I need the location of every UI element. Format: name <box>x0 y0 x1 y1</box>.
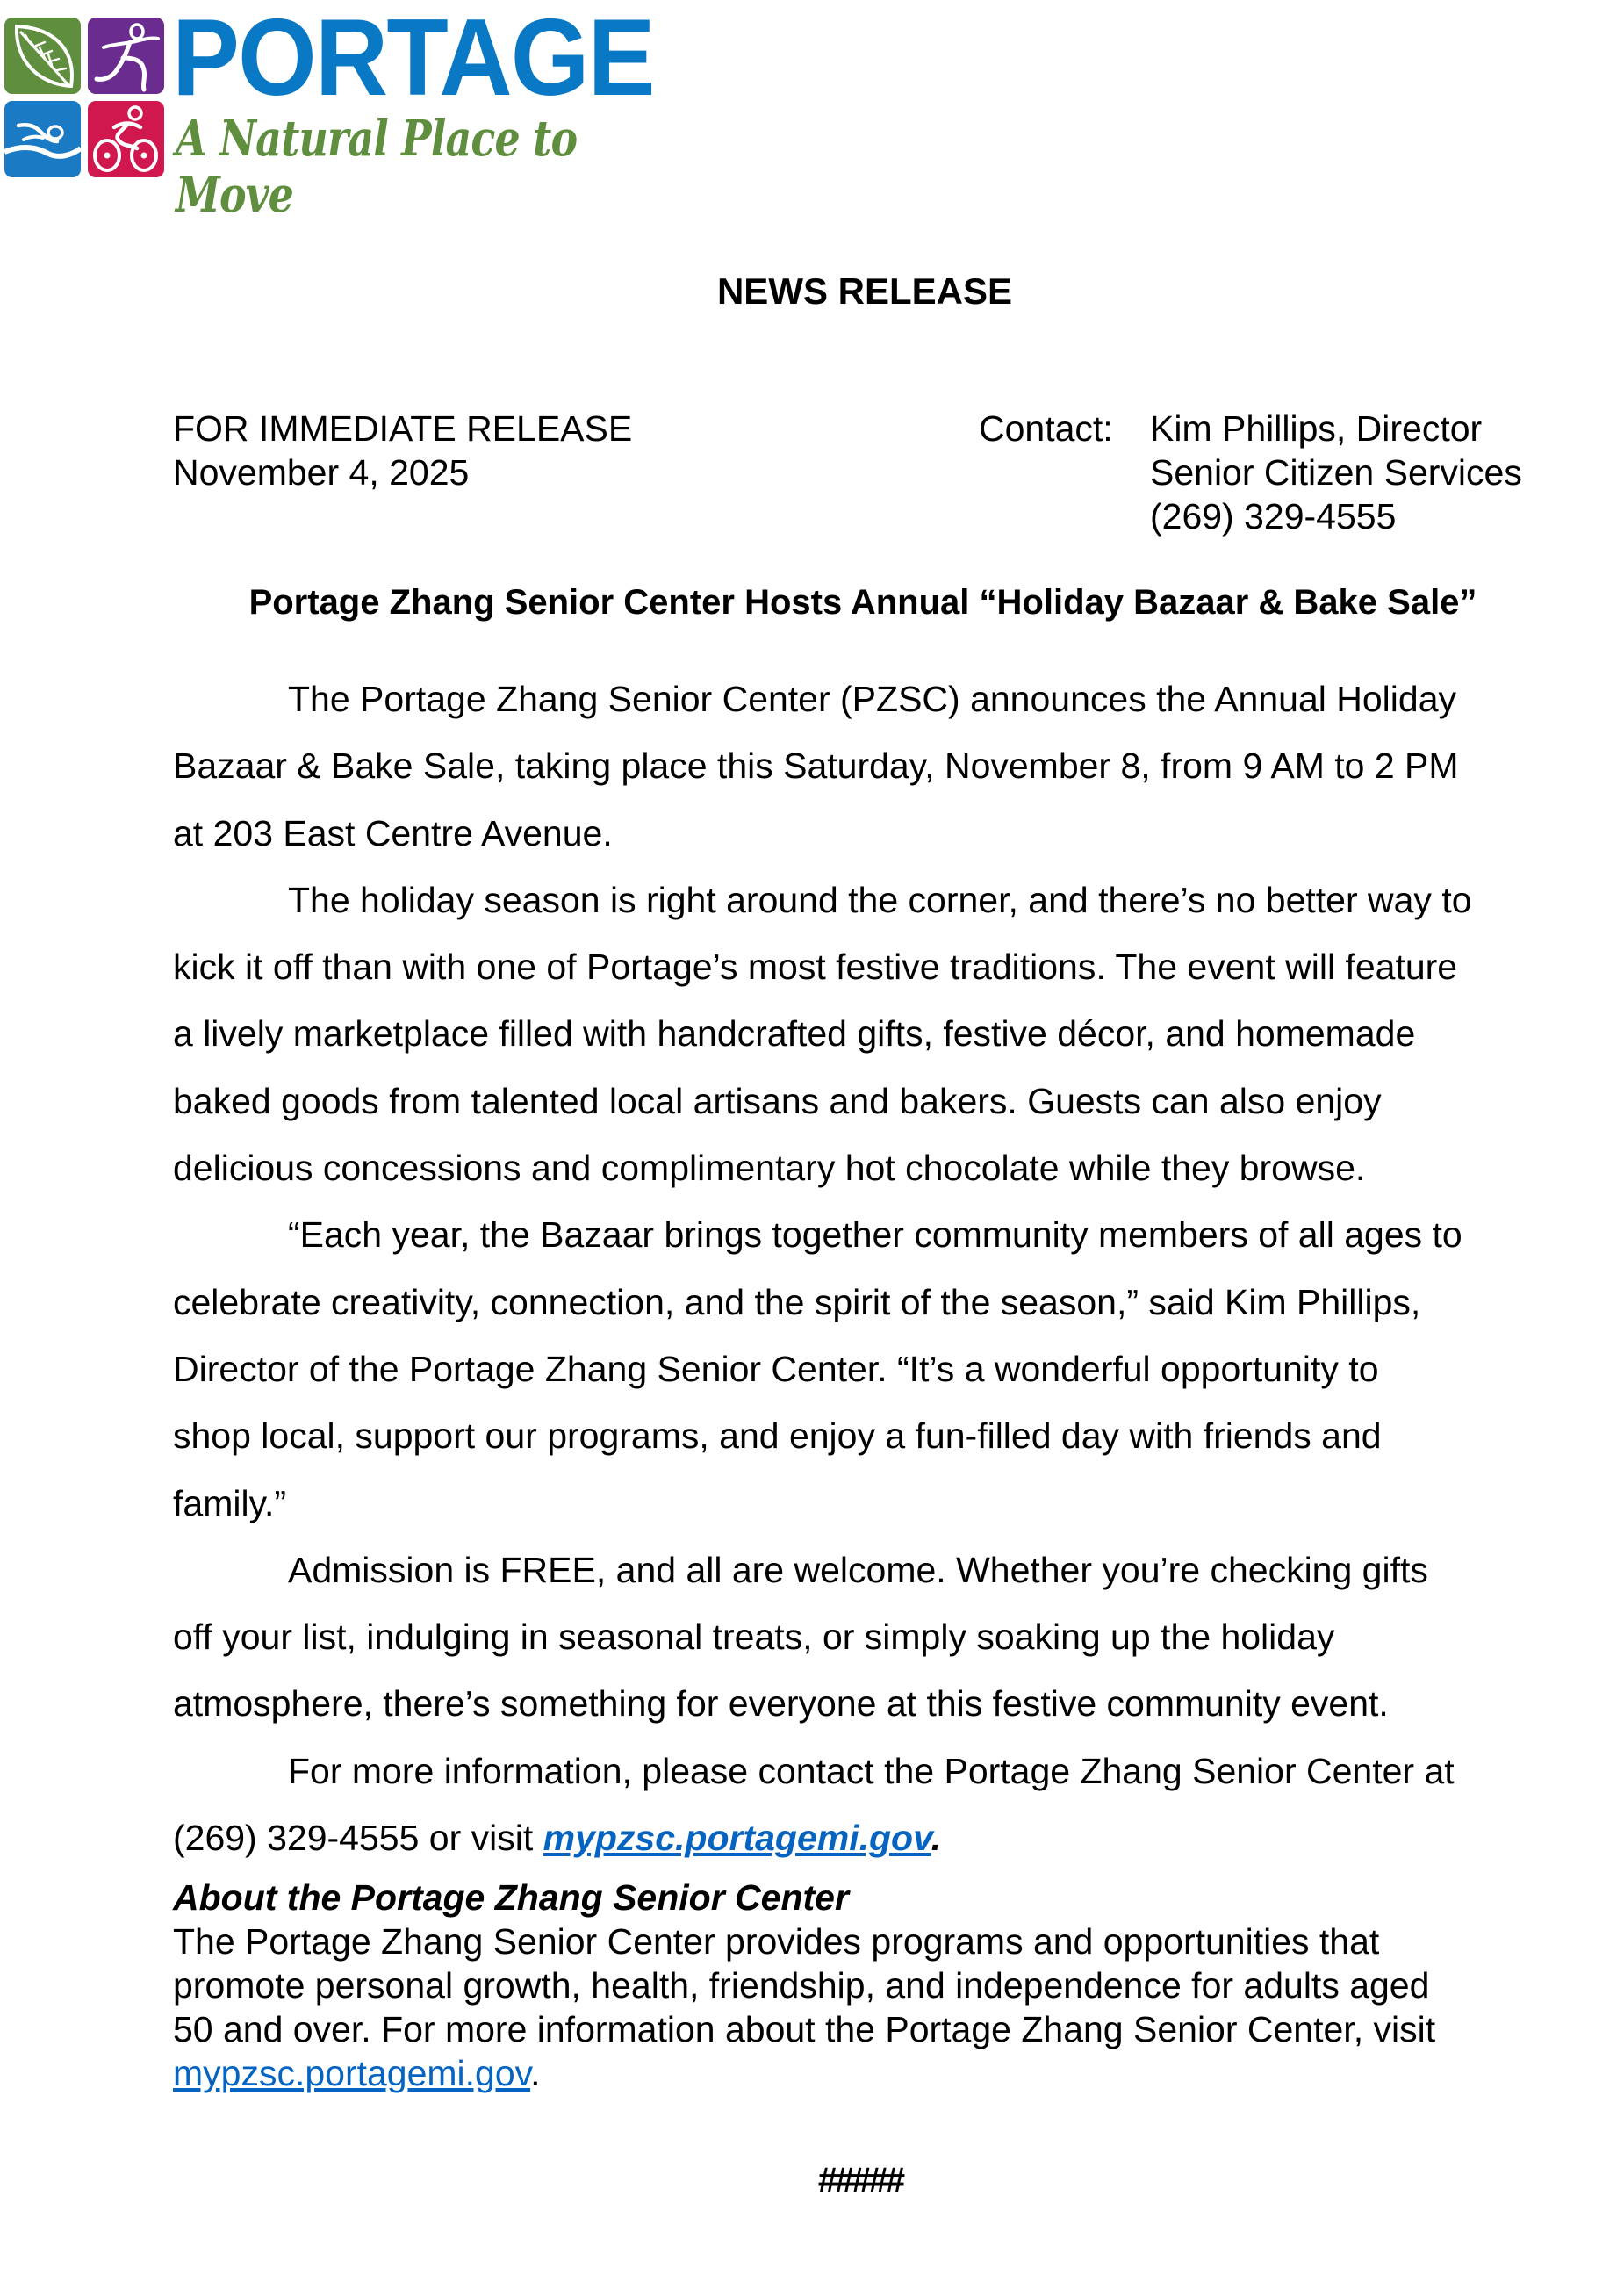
contact-name: Kim Phillips, Director <box>1150 408 1483 449</box>
text-line: celebrate creativity, connection, and the spirit of the season,” said Kim Phillips, <box>173 1281 1421 1322</box>
sentence-period: . <box>530 2053 541 2093</box>
text-line: family.” <box>173 1482 287 1523</box>
headline: Portage Zhang Senior Center Hosts Annual “Holiday Bazaar & Bake Sale” <box>248 583 1477 622</box>
contact-department: Senior Citizen Services <box>1150 452 1522 493</box>
text-line: For more information, please contact the Portage Zhang Senior Center at <box>288 1750 1455 1791</box>
phone-text: (269) 329-4555 or visit <box>173 1818 543 1859</box>
text-line: off your list, indulging in seasonal treats, or simply soaking up the holiday <box>173 1617 1335 1658</box>
contact-details <box>1150 407 1522 538</box>
text-line: 50 and over. For more information about the Portage Zhang Senior Center, visit <box>173 2009 1436 2049</box>
paragraph-1 <box>173 666 1595 867</box>
text-line: The Portage Zhang Senior Center (PZSC) announces the Annual Holiday <box>288 679 1456 719</box>
paragraph-3-quote <box>173 1201 1595 1536</box>
document-title: NEWS RELEASE <box>716 270 1013 312</box>
text-line: shop local, support our programs, and enjoy a fun-filled day with friends and <box>173 1415 1382 1457</box>
text-line: a lively marketplace filled with handcrafted gifts, festive décor, and homemade <box>173 1013 1416 1055</box>
cyclist-icon <box>88 101 164 177</box>
text-line: “Each year, the Bazaar brings together community members of all ages to <box>288 1214 1462 1256</box>
article-body <box>173 666 1595 1871</box>
sentence-period: . <box>931 1818 942 1859</box>
text-line <box>173 2051 1595 2095</box>
release-label: FOR IMMEDIATE RELEASE <box>173 408 633 449</box>
logo-wordmark: PORTAGE <box>172 0 654 119</box>
paragraph-2 <box>173 867 1595 1201</box>
leaf-icon <box>4 18 81 94</box>
release-date: November 4, 2025 <box>173 452 470 493</box>
end-of-release-mark: ##### <box>817 2161 903 2200</box>
contact-label: Contact: <box>979 408 1113 449</box>
text-line: Director of the Portage Zhang Senior Center. “It’s a wonderful opportunity to <box>173 1348 1379 1389</box>
paragraph-5-contact <box>173 1738 1595 1872</box>
text-line: The Portage Zhang Senior Center provides programs and opportunities that <box>173 1921 1380 1962</box>
portage-logo <box>0 0 685 224</box>
runner-icon <box>88 18 164 94</box>
text-line: at 203 East Centre Avenue. <box>173 812 613 853</box>
text-line: baked goods from talented local artisans and bakers. Guests can also enjoy <box>173 1080 1382 1121</box>
website-link[interactable]: mypzsc.portagemi.gov <box>543 1818 931 1859</box>
text-line: delicious concessions and complimentary hot chocolate while they browse. <box>173 1148 1366 1189</box>
text-line: kick it off than with one of Portage’s most festive traditions. The event will feature <box>173 947 1458 988</box>
logo-tagline: A Natural Place to Move <box>176 110 578 224</box>
paragraph-4 <box>173 1537 1595 1738</box>
text-line: The holiday season is right around the corner, and there’s no better way to <box>288 879 1472 920</box>
text-line <box>173 1804 1595 1871</box>
about-section <box>173 1876 1595 2095</box>
text-line: Bazaar & Bake Sale, taking place this Saturday, November 8, from 9 AM to 2 PM <box>173 745 1459 787</box>
text-line: Admission is FREE, and all are welcome. Whether you’re checking gifts <box>288 1549 1428 1590</box>
about-website-link[interactable]: mypzsc.portagemi.gov <box>173 2053 531 2093</box>
text-line: promote personal growth, health, friendship, and independence for adults aged <box>173 1965 1430 2006</box>
swimmer-icon <box>4 101 81 177</box>
about-heading: About the Portage Zhang Senior Center <box>173 1877 849 1918</box>
text-line: atmosphere, there’s something for everyone at this festive community event. <box>173 1683 1389 1725</box>
contact-phone: (269) 329-4555 <box>1150 496 1397 537</box>
release-info <box>173 407 632 494</box>
